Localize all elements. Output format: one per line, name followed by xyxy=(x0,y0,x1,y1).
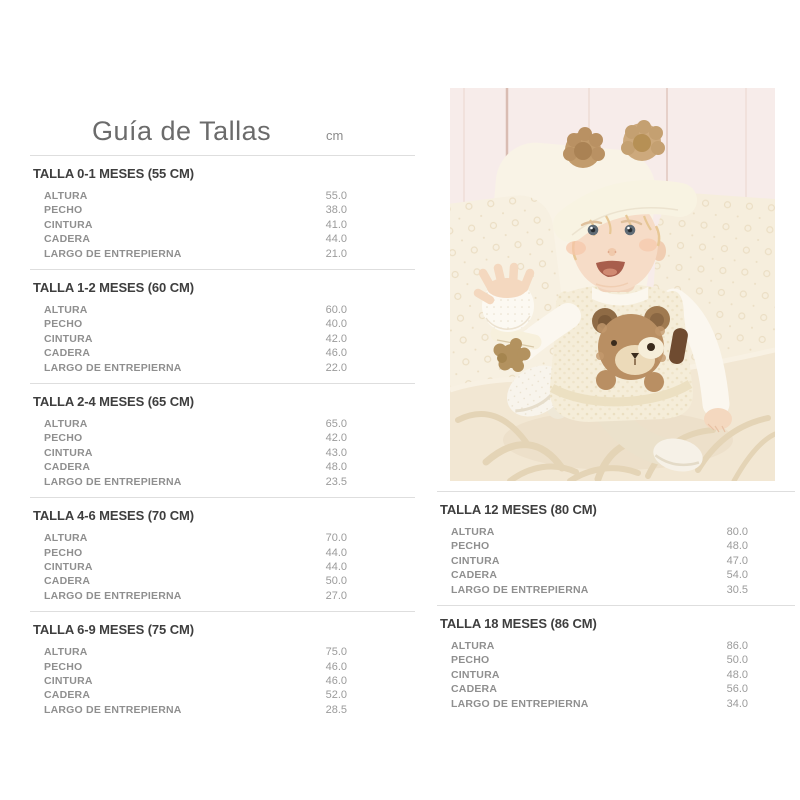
size-section-title: TALLA 1-2 MESES (60 CM) xyxy=(33,280,194,296)
measurement-label: LARGO DE ENTREPIERNA xyxy=(44,703,182,716)
measurement-value: 38.0 xyxy=(325,204,347,217)
measurement-label: CINTURA xyxy=(451,668,500,681)
measurement-row xyxy=(30,417,415,431)
measurement-row xyxy=(437,525,795,539)
measurement-row xyxy=(30,232,415,246)
measurement-value: 41.0 xyxy=(325,218,347,231)
measurement-row xyxy=(30,589,415,603)
measurement-row xyxy=(30,346,415,360)
measurement-row xyxy=(30,247,415,261)
measurement-value: 48.0 xyxy=(726,540,748,553)
measurement-value: 46.0 xyxy=(325,674,347,687)
measurement-value: 80.0 xyxy=(726,526,748,538)
measurement-label: ALTURA xyxy=(44,418,88,431)
measurement-value: 28.5 xyxy=(325,703,347,716)
right-sections xyxy=(437,491,795,719)
measurement-label: PECHO xyxy=(44,204,83,217)
measurement-label: CINTURA xyxy=(44,446,93,459)
measurement-value: 52.0 xyxy=(325,689,347,702)
measurement-row xyxy=(30,203,415,217)
measurement-label: ALTURA xyxy=(451,526,495,538)
measurement-value: 48.0 xyxy=(325,461,347,474)
measurement-row xyxy=(30,446,415,460)
baby-product-photo xyxy=(450,88,775,481)
unit-label: cm xyxy=(326,128,344,143)
measurement-row xyxy=(30,431,415,445)
measurement-row xyxy=(30,332,415,346)
measurement-value: 56.0 xyxy=(726,683,748,696)
measurement-row xyxy=(437,668,795,682)
measurement-value: 50.0 xyxy=(726,654,748,667)
measurement-label: PECHO xyxy=(44,432,83,445)
measurement-label: CADERA xyxy=(44,347,91,360)
size-section xyxy=(437,605,795,719)
measurement-label: LARGO DE ENTREPIERNA xyxy=(451,583,589,596)
measurement-row xyxy=(437,697,795,711)
measurement-label: LARGO DE ENTREPIERNA xyxy=(44,589,182,602)
size-section-title: TALLA 0-1 MESES (55 CM) xyxy=(33,166,194,181)
size-section-title: TALLA 18 MESES (86 CM) xyxy=(440,616,597,632)
measurement-value: 40.0 xyxy=(325,318,347,331)
measurement-label: CADERA xyxy=(451,569,498,582)
measurement-row xyxy=(30,546,415,560)
baby-photo-illustration xyxy=(450,88,775,481)
measurement-value: 86.0 xyxy=(726,640,748,653)
measurement-label: CINTURA xyxy=(451,554,500,567)
measurement-value: 44.0 xyxy=(325,233,347,246)
measurement-row xyxy=(30,574,415,588)
size-section-title: TALLA 6-9 MESES (75 CM) xyxy=(33,622,194,638)
size-guide-right-column xyxy=(437,88,795,719)
measurement-value: 75.0 xyxy=(325,646,347,659)
measurement-label: CADERA xyxy=(44,689,91,702)
measurement-row xyxy=(30,703,415,717)
measurement-value: 27.0 xyxy=(325,589,347,602)
measurement-row xyxy=(30,303,415,317)
measurement-label: CADERA xyxy=(44,575,91,588)
measurement-row xyxy=(30,189,415,203)
measurement-label: LARGO DE ENTREPIERNA xyxy=(44,361,182,374)
measurement-value: 22.0 xyxy=(325,361,347,374)
measurement-row xyxy=(437,539,795,553)
measurement-label: CADERA xyxy=(44,233,91,246)
measurement-label: PECHO xyxy=(44,318,83,331)
measurement-label: CADERA xyxy=(44,461,91,474)
measurement-value: 42.0 xyxy=(325,432,347,445)
measurement-row xyxy=(30,460,415,474)
measurement-label: CINTURA xyxy=(44,560,93,573)
measurement-label: PECHO xyxy=(44,660,83,673)
size-section xyxy=(30,269,415,383)
measurement-row xyxy=(30,218,415,232)
measurement-value: 23.5 xyxy=(325,475,347,488)
size-section xyxy=(30,383,415,497)
size-guide-left-column xyxy=(30,115,415,725)
measurement-label: ALTURA xyxy=(44,646,88,659)
size-section-title: TALLA 12 MESES (80 CM) xyxy=(440,502,597,517)
measurement-label: ALTURA xyxy=(451,640,495,653)
measurement-row xyxy=(30,317,415,331)
measurement-value: 48.0 xyxy=(726,668,748,681)
measurement-label: LARGO DE ENTREPIERNA xyxy=(44,247,182,260)
measurement-label: PECHO xyxy=(451,540,490,553)
size-section xyxy=(437,491,795,605)
measurement-label: LARGO DE ENTREPIERNA xyxy=(44,475,182,488)
measurement-value: 43.0 xyxy=(325,446,347,459)
measurement-row xyxy=(437,568,795,582)
measurement-label: CINTURA xyxy=(44,332,93,345)
measurement-label: ALTURA xyxy=(44,532,88,545)
measurement-row xyxy=(30,560,415,574)
measurement-row xyxy=(30,645,415,659)
measurement-value: 46.0 xyxy=(325,347,347,360)
measurement-row xyxy=(30,674,415,688)
title-row xyxy=(30,115,415,155)
measurement-label: ALTURA xyxy=(44,190,88,202)
measurement-value: 42.0 xyxy=(325,332,347,345)
measurement-label: LARGO DE ENTREPIERNA xyxy=(451,697,589,710)
size-section xyxy=(30,497,415,611)
measurement-row xyxy=(437,583,795,597)
measurement-row xyxy=(30,475,415,489)
measurement-value: 70.0 xyxy=(325,532,347,545)
measurement-label: PECHO xyxy=(451,654,490,667)
measurement-row xyxy=(30,361,415,375)
measurement-row xyxy=(437,653,795,667)
measurement-value: 46.0 xyxy=(325,660,347,673)
measurement-value: 50.0 xyxy=(325,575,347,588)
measurement-row xyxy=(437,682,795,696)
measurement-value: 34.0 xyxy=(726,697,748,710)
measurement-value: 55.0 xyxy=(325,190,347,202)
measurement-value: 30.5 xyxy=(726,583,748,596)
measurement-value: 60.0 xyxy=(325,304,347,317)
size-section xyxy=(30,611,415,725)
measurement-label: CINTURA xyxy=(44,218,93,231)
size-section-title: TALLA 4-6 MESES (70 CM) xyxy=(33,508,194,524)
measurement-label: ALTURA xyxy=(44,304,88,317)
measurement-row xyxy=(30,660,415,674)
measurement-row xyxy=(437,554,795,568)
measurement-label: CINTURA xyxy=(44,674,93,687)
measurement-row xyxy=(30,531,415,545)
measurement-value: 54.0 xyxy=(726,569,748,582)
page-title: Guía de Tallas xyxy=(92,116,272,146)
measurement-value: 44.0 xyxy=(325,560,347,573)
measurement-value: 21.0 xyxy=(325,247,347,260)
size-section xyxy=(30,155,415,269)
size-section-title: TALLA 2-4 MESES (65 CM) xyxy=(33,394,194,410)
measurement-value: 65.0 xyxy=(325,418,347,431)
measurement-row xyxy=(30,688,415,702)
measurement-label: PECHO xyxy=(44,546,83,559)
measurement-value: 47.0 xyxy=(726,554,748,567)
measurement-row xyxy=(437,639,795,653)
measurement-label: CADERA xyxy=(451,683,498,696)
measurement-value: 44.0 xyxy=(325,546,347,559)
